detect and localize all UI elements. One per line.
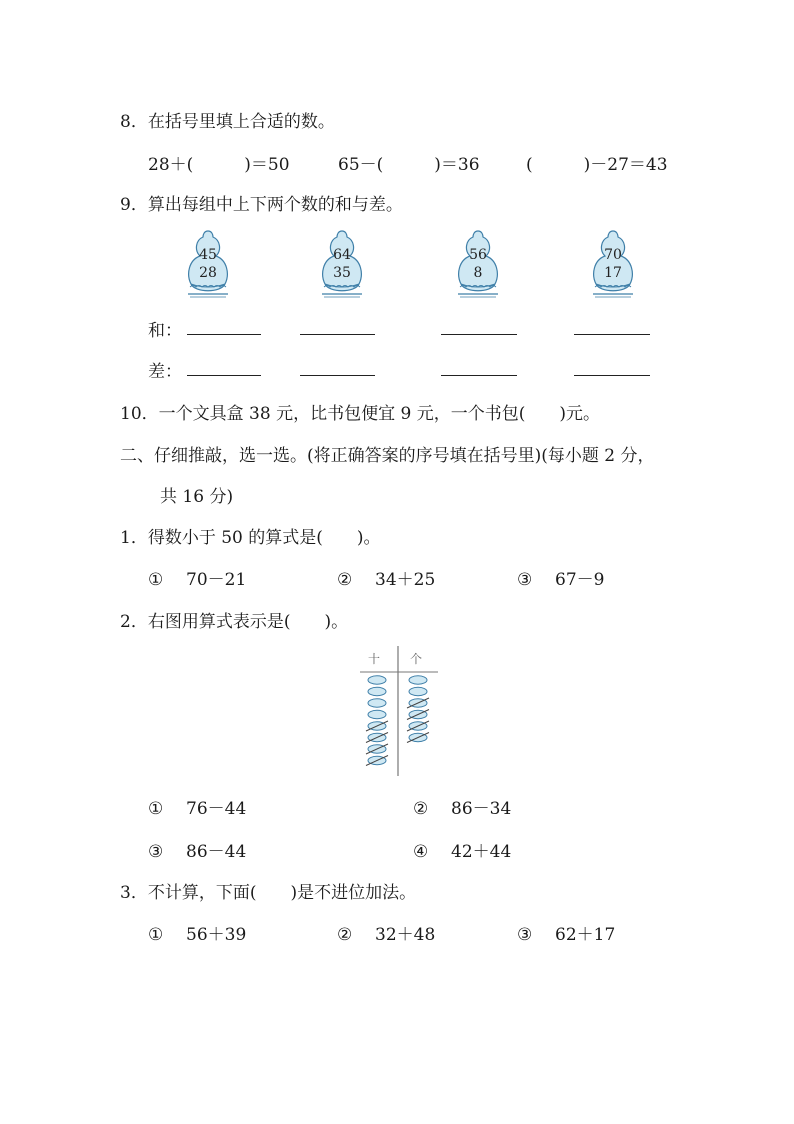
option-text: 86－44 bbox=[186, 842, 247, 862]
option-number: ③ bbox=[517, 925, 533, 945]
sum-blank-3[interactable] bbox=[441, 334, 517, 335]
s2q2-option-4[interactable] bbox=[413, 837, 511, 862]
gourd-4-top: 70 bbox=[604, 247, 622, 263]
s2q2-option-3[interactable] bbox=[148, 837, 246, 862]
ones-label: 个 bbox=[410, 652, 423, 666]
gourd-icon bbox=[182, 228, 234, 300]
option-number: ② bbox=[337, 925, 353, 945]
option-number: ④ bbox=[413, 842, 429, 862]
option-text: 62＋17 bbox=[555, 925, 616, 945]
option-text: 86－34 bbox=[451, 799, 512, 819]
gourd-2 bbox=[316, 228, 368, 300]
option-number: ③ bbox=[517, 570, 533, 590]
abacus-diagram bbox=[356, 644, 440, 778]
diff-label: 差： bbox=[148, 362, 182, 382]
sum-blank-2[interactable] bbox=[300, 334, 375, 335]
s2q2-title: 2．右图用算式表示是( )。 bbox=[120, 612, 349, 632]
option-text: 32＋48 bbox=[375, 925, 436, 945]
option-number: ② bbox=[413, 799, 429, 819]
option-number: ① bbox=[148, 925, 164, 945]
gourd-4-bottom: 17 bbox=[604, 265, 622, 281]
option-number: ③ bbox=[148, 842, 164, 862]
s2q1-option-2[interactable] bbox=[337, 565, 435, 590]
gourd-icon bbox=[316, 228, 368, 300]
gourd-1 bbox=[182, 228, 234, 300]
tens-bead bbox=[368, 699, 386, 707]
ones-bead bbox=[409, 676, 427, 684]
gourd-1-top: 45 bbox=[199, 247, 217, 263]
gourd-icon bbox=[452, 228, 504, 300]
gourd-icon bbox=[587, 228, 639, 300]
section2-title-cont: 共 16 分) bbox=[160, 487, 234, 507]
option-text: 42＋44 bbox=[451, 842, 512, 862]
gourd-3-bottom: 8 bbox=[473, 265, 483, 281]
diff-blank-2[interactable] bbox=[300, 375, 375, 376]
s2q2-option-1[interactable] bbox=[148, 794, 246, 819]
gourd-3 bbox=[452, 228, 504, 300]
option-number: ② bbox=[337, 570, 353, 590]
gourd-2-top: 64 bbox=[333, 247, 351, 263]
sum-blank-4[interactable] bbox=[574, 334, 650, 335]
s2q1-option-3[interactable] bbox=[517, 565, 604, 590]
diff-blank-3[interactable] bbox=[441, 375, 517, 376]
q8-equation-1: 28＋( )＝50 bbox=[148, 155, 290, 175]
tens-bead bbox=[368, 710, 386, 718]
tens-bead bbox=[368, 687, 386, 695]
q10-text: 10．一个文具盒 38 元，比书包便宜 9 元，一个书包( )元。 bbox=[120, 404, 600, 424]
option-number: ① bbox=[148, 570, 164, 590]
gourd-2-bottom: 35 bbox=[333, 265, 351, 281]
option-text: 70－21 bbox=[186, 570, 247, 590]
q8-equation-3: ( )－27＝43 bbox=[526, 155, 668, 175]
gourd-1-bottom: 28 bbox=[199, 265, 217, 281]
s2q3-option-3[interactable] bbox=[517, 920, 615, 945]
s2q3-title: 3．不计算，下面( )是不进位加法。 bbox=[120, 883, 417, 903]
s2q1-option-1[interactable] bbox=[148, 565, 246, 590]
s2q1-title: 1．得数小于 50 的算式是( )。 bbox=[120, 528, 381, 548]
s2q2-option-2[interactable] bbox=[413, 794, 511, 819]
q8-title: 8．在括号里填上合适的数。 bbox=[120, 112, 335, 132]
s2q3-option-1[interactable] bbox=[148, 920, 246, 945]
sum-blank-1[interactable] bbox=[187, 334, 261, 335]
diff-blank-4[interactable] bbox=[574, 375, 650, 376]
option-text: 56＋39 bbox=[186, 925, 247, 945]
s2q3-option-2[interactable] bbox=[337, 920, 435, 945]
diff-blank-1[interactable] bbox=[187, 375, 261, 376]
option-text: 34＋25 bbox=[375, 570, 436, 590]
sum-label: 和： bbox=[148, 321, 182, 341]
option-text: 76－44 bbox=[186, 799, 247, 819]
option-text: 67－9 bbox=[555, 570, 605, 590]
gourd-4 bbox=[587, 228, 639, 300]
option-number: ① bbox=[148, 799, 164, 819]
q9-title: 9．算出每组中上下两个数的和与差。 bbox=[120, 195, 403, 215]
gourd-3-top: 56 bbox=[469, 247, 487, 263]
tens-bead bbox=[368, 676, 386, 684]
q8-equation-2: 65－( )＝36 bbox=[338, 155, 480, 175]
section2-title: 二、仔细推敲，选一选。(将正确答案的序号填在括号里)(每小题 2 分， bbox=[120, 446, 655, 466]
tens-label: 十 bbox=[368, 652, 381, 666]
ones-bead bbox=[409, 687, 427, 695]
